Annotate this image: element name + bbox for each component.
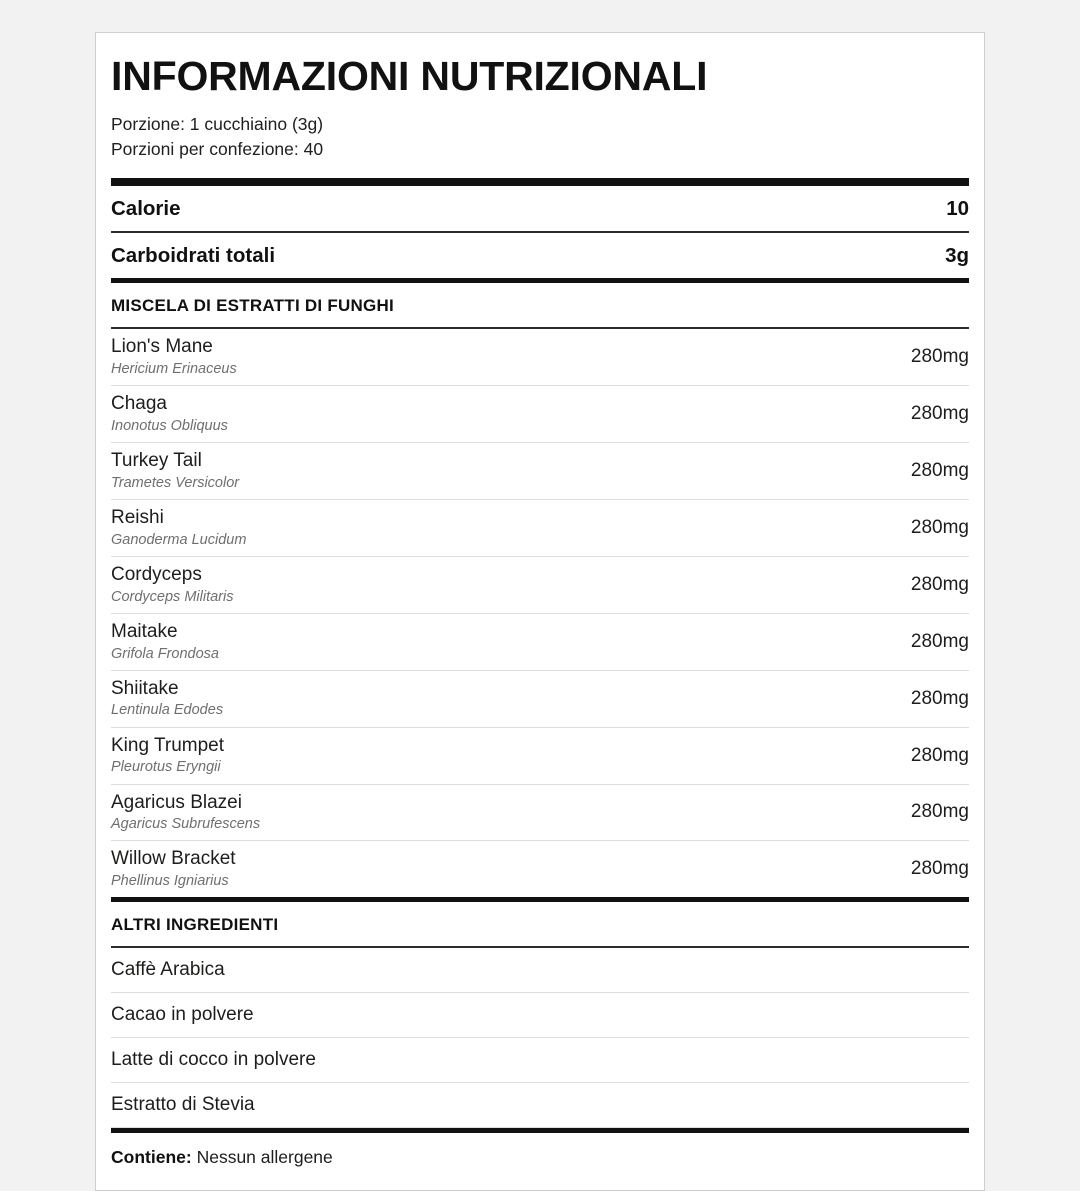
other-ingredient-row [111, 1083, 969, 1127]
blend-latin-name: Grifola Frondosa [111, 645, 219, 662]
blend-row [111, 728, 969, 784]
nutrient-label: Calorie [111, 197, 181, 221]
blend-row [111, 500, 969, 556]
divider-thick-top [111, 178, 969, 186]
blend-row [111, 386, 969, 442]
other-ingredient-name: Caffè Arabica [111, 959, 225, 981]
blend-row [111, 329, 969, 385]
blend-row [111, 614, 969, 670]
allergen-label: Contiene: [111, 1146, 192, 1167]
blend-name-group [111, 507, 246, 549]
blend-name-group [111, 450, 239, 492]
blend-common-name: Agaricus Blazei [111, 791, 242, 813]
serving-size-text: Porzione: 1 cucchiaino (3g) [111, 114, 324, 135]
blend-amount: 280mg [910, 516, 969, 538]
serving-info [111, 112, 969, 162]
blend-common-name: Maitake [111, 620, 178, 642]
blend-amount: 280mg [910, 744, 969, 766]
blend-amount: 280mg [910, 687, 969, 709]
blend-row [111, 785, 969, 841]
blend-row [111, 557, 969, 613]
blend-row [111, 443, 969, 499]
blend-common-name: Turkey Tail [111, 449, 202, 471]
allergen-value: Nessun allergene [196, 1146, 333, 1167]
blend-latin-name: Phellinus Igniarius [111, 873, 229, 890]
blend-name-group [111, 792, 260, 834]
blend-common-name: Reishi [111, 506, 164, 528]
blend-name-group [111, 848, 236, 890]
nutrition-facts-card [95, 32, 985, 1191]
servings-per-container-text: Porzioni per confezione: 40 [111, 139, 324, 160]
blend-latin-name: Agaricus Subrufescens [111, 816, 261, 833]
blend-common-name: Shiitake [111, 677, 179, 699]
blend-latin-name: Ganoderma Lucidum [111, 531, 247, 548]
blend-common-name: Chaga [111, 393, 167, 415]
nutrient-value: 10 [946, 197, 969, 221]
blend-latin-name: Pleurotus Eryngii [111, 759, 221, 776]
other-ingredient-name: Cacao in polvere [111, 1004, 254, 1026]
other-ingredient-row [111, 993, 969, 1037]
blend-name-group [111, 621, 219, 663]
blend-latin-name: Trametes Versicolor [111, 474, 240, 491]
blend-common-name: Cordyceps [111, 563, 202, 585]
blend-name-group [111, 564, 233, 606]
blend-latin-name: Inonotus Obliquus [111, 417, 228, 434]
blend-amount: 280mg [910, 801, 969, 823]
nutrient-value: 3g [945, 244, 969, 268]
blend-row [111, 841, 969, 897]
blend-name-group [111, 336, 237, 378]
blend-amount: 280mg [910, 403, 969, 425]
nutrient-label: Carboidrati totali [111, 244, 276, 268]
nutrient-row-total-carbohydrates [111, 233, 969, 278]
blend-amount: 280mg [910, 858, 969, 880]
section-heading-other-ingredients: ALTRI INGREDIENTI [111, 915, 279, 935]
nutrient-row-calories [111, 186, 969, 231]
blend-amount: 280mg [910, 459, 969, 481]
blend-amount: 280mg [910, 573, 969, 595]
section-heading-mushroom-blend: MISCELA DI ESTRATTI DI FUNGHI [111, 296, 395, 316]
blend-latin-name: Hericium Erinaceus [111, 360, 237, 377]
blend-common-name: Willow Bracket [111, 848, 236, 870]
other-ingredient-row [111, 948, 969, 992]
page-title: INFORMAZIONI NUTRIZIONALI [111, 53, 708, 99]
allergen-statement [111, 1133, 969, 1170]
blend-latin-name: Lentinula Edodes [111, 702, 224, 719]
blend-name-group [111, 678, 223, 720]
blend-name-group [111, 735, 224, 777]
other-ingredient-name: Estratto di Stevia [111, 1093, 255, 1115]
other-ingredient-name: Latte di cocco in polvere [111, 1048, 316, 1070]
other-ingredient-row [111, 1038, 969, 1082]
blend-latin-name: Cordyceps Militaris [111, 588, 234, 605]
blend-name-group [111, 393, 228, 435]
blend-row [111, 671, 969, 727]
blend-common-name: King Trumpet [111, 734, 224, 756]
blend-amount: 280mg [910, 630, 969, 652]
blend-amount: 280mg [910, 346, 969, 368]
blend-common-name: Lion's Mane [111, 336, 213, 358]
